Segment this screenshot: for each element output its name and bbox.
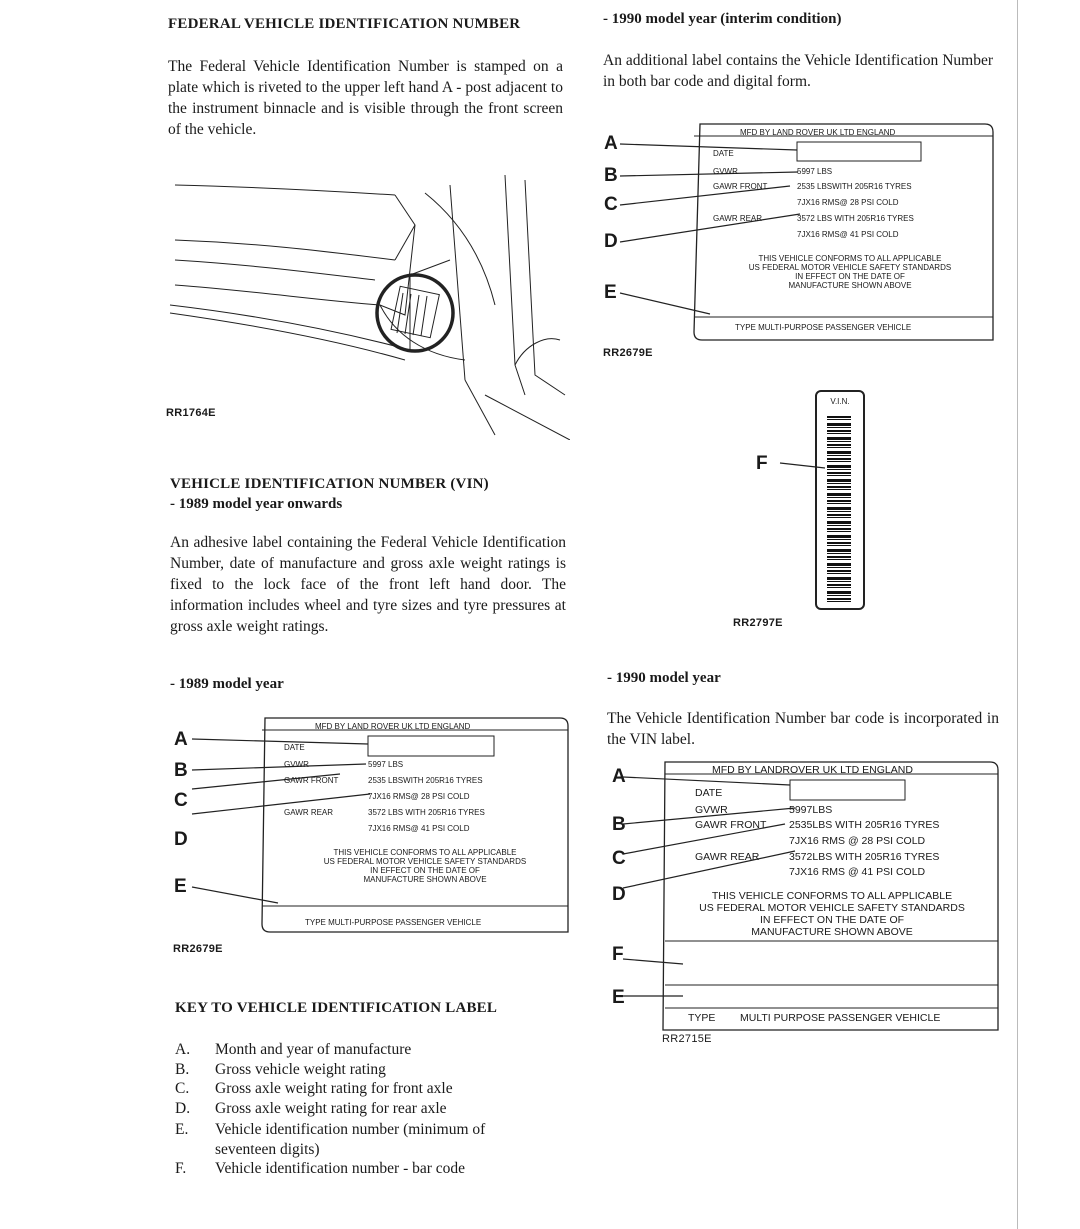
- l1990-front: GAWR FRONT: [695, 819, 767, 831]
- a-post-illustration: [165, 165, 570, 440]
- label-front-val2: 7JX16 RMS@ 28 PSI COLD: [368, 792, 470, 801]
- l1990-rear-val1: 3572LBS WITH 205R16 TYRES: [789, 851, 940, 863]
- callout-e-1989: E: [174, 876, 187, 897]
- fvin-title: FEDERAL VEHICLE IDENTIFICATION NUMBER: [168, 16, 521, 32]
- callout-c-1990: C: [612, 848, 626, 869]
- my1990-title: - 1990 model year: [607, 670, 721, 686]
- key-item: E. Vehicle identification number (minimum of: [175, 1121, 486, 1138]
- interim-body: An additional label contains the Vehicle Identification Number in both bar code and digital form.: [603, 52, 993, 90]
- callout-a-interim: A: [604, 133, 618, 154]
- l1990-type: TYPE: [688, 1012, 716, 1024]
- callout-b-1989: B: [174, 760, 188, 781]
- label-front: GAWR FRONT: [284, 776, 339, 785]
- label-gvwr-val: 5997 LBS: [368, 760, 404, 769]
- callout-e-1990: E: [612, 987, 625, 1008]
- fig4-caption: RR2797E: [733, 617, 783, 629]
- l1990-conform-2: US FEDERAL MOTOR VEHICLE SAFETY STANDARDS: [699, 902, 965, 914]
- label-conform-4: MANUFACTURE SHOWN ABOVE: [363, 875, 487, 884]
- interim-front-val1: 2535 LBSWITH 205R16 TYRES: [797, 182, 912, 191]
- key-item: B. Gross vehicle weight rating: [175, 1061, 386, 1078]
- barcode-vin-title: V.I.N.: [830, 397, 850, 406]
- interim-mfd: MFD BY LAND ROVER UK LTD ENGLAND: [740, 128, 896, 137]
- l1990-gvwr-val: 5997LBS: [789, 804, 833, 816]
- interim-gvwr-val: 5997 LBS: [797, 167, 833, 176]
- barcode-label: [815, 390, 865, 610]
- callout-a-1989: A: [174, 729, 188, 750]
- label-rear-val1: 3572 LBS WITH 205R16 TYRES: [368, 808, 485, 817]
- barcode-bars: [827, 416, 851, 602]
- label-gvwr: GVWR: [284, 760, 309, 769]
- fig5-caption: RR2715E: [662, 1033, 712, 1045]
- callout-f-1990: F: [612, 944, 624, 965]
- vin-body: An adhesive label containing the Federal Vehicle Identification Number, date of manufacture and gross axle weight ratings is fixed to the lock face of the front left hand door. The information includes wheel and tyre sizes and tyre pressures at gross axle weight ratings.: [170, 534, 566, 635]
- callout-d-interim: D: [604, 231, 618, 252]
- callout-a-1990: A: [612, 766, 626, 787]
- l1990-rear: GAWR REAR: [695, 851, 760, 863]
- key-item: F. Vehicle identification number - bar code: [175, 1160, 466, 1177]
- interim-front: GAWR FRONT: [713, 182, 768, 191]
- fvin-body: The Federal Vehicle Identification Number is stamped on a plate which is riveted to the upper left hand A - post adjacent to the instrument binnacle and is visible through the front screen of the vehicle.: [168, 58, 563, 138]
- l1990-gvwr: GVWR: [695, 804, 728, 816]
- label-front-val1: 2535 LBSWITH 205R16 TYRES: [368, 776, 483, 785]
- l1990-front-val2: 7JX16 RMS @ 28 PSI COLD: [789, 835, 926, 847]
- label-mfd: MFD BY LAND ROVER UK LTD ENGLAND: [315, 722, 471, 731]
- key-item: C. Gross axle weight rating for front axle: [175, 1080, 453, 1097]
- page-edge: [1017, 0, 1080, 1229]
- interim-rear-val2: 7JX16 RMS@ 41 PSI COLD: [797, 230, 899, 239]
- fig2-caption: RR2679E: [173, 943, 223, 955]
- interim-title: - 1990 model year (interim condition): [603, 11, 842, 27]
- interim-type: TYPE MULTI-PURPOSE PASSENGER VEHICLE: [735, 323, 912, 332]
- interim-conform-4: MANUFACTURE SHOWN ABOVE: [788, 281, 912, 290]
- interim-conform: [720, 254, 980, 290]
- l1990-conform-3: IN EFFECT ON THE DATE OF: [759, 914, 905, 926]
- label-rear-val2: 7JX16 RMS@ 41 PSI COLD: [368, 824, 470, 833]
- label-conform-2: US FEDERAL MOTOR VEHICLE SAFETY STANDARDS: [323, 857, 527, 866]
- callout-d-1990: D: [612, 884, 626, 905]
- l1990-type-val: MULTI PURPOSE PASSENGER VEHICLE: [740, 1012, 941, 1024]
- interim-date: DATE: [713, 149, 734, 158]
- l1990-front-val1: 2535LBS WITH 205R16 TYRES: [789, 819, 940, 831]
- l1990-mfd: MFD BY LANDROVER UK LTD ENGLAND: [712, 764, 913, 776]
- l1990-rear-val2: 7JX16 RMS @ 41 PSI COLD: [789, 866, 926, 878]
- interim-rear-val1: 3572 LBS WITH 205R16 TYRES: [797, 214, 914, 223]
- label-type: TYPE MULTI-PURPOSE PASSENGER VEHICLE: [305, 918, 482, 927]
- fig1-caption: RR1764E: [166, 407, 216, 419]
- label-rear: GAWR REAR: [284, 808, 334, 817]
- interim-rear: GAWR REAR: [713, 214, 763, 223]
- my1989-title: - 1989 model year: [170, 676, 284, 692]
- interim-conform-1: THIS VEHICLE CONFORMS TO ALL APPLICABLE: [758, 254, 942, 263]
- key-item: A. Month and year of manufacture: [175, 1041, 412, 1058]
- callout-b-interim: B: [604, 165, 618, 186]
- callout-c-interim: C: [604, 194, 618, 215]
- label-date: DATE: [284, 743, 305, 752]
- fig3-caption: RR2679E: [603, 347, 653, 359]
- callout-c-1989: C: [174, 790, 188, 811]
- l1990-conform: [672, 890, 992, 938]
- label-conform: [295, 848, 555, 884]
- callout-e-interim: E: [604, 282, 617, 303]
- key-item: seventeen digits): [215, 1141, 320, 1158]
- my1990-body: The Vehicle Identification Number bar code is incorporated in the VIN label.: [607, 710, 999, 748]
- label-conform-1: THIS VEHICLE CONFORMS TO ALL APPLICABLE: [333, 848, 517, 857]
- l1990-conform-1: THIS VEHICLE CONFORMS TO ALL APPLICABLE: [711, 890, 953, 902]
- callout-d-1989: D: [174, 829, 188, 850]
- interim-conform-3: IN EFFECT ON THE DATE OF: [795, 272, 905, 281]
- vin-title: VEHICLE IDENTIFICATION NUMBER (VIN): [170, 476, 489, 492]
- vin-subtitle: - 1989 model year onwards: [170, 496, 343, 512]
- interim-gvwr: GVWR: [713, 167, 738, 176]
- l1990-date: DATE: [695, 787, 723, 799]
- l1990-conform-4: MANUFACTURE SHOWN ABOVE: [751, 926, 913, 938]
- callout-f-barcode: F: [756, 453, 768, 474]
- callout-b-1990: B: [612, 814, 626, 835]
- key-item: D. Gross axle weight rating for rear axle: [175, 1100, 447, 1117]
- key-title: KEY TO VEHICLE IDENTIFICATION LABEL: [175, 1000, 498, 1016]
- label-conform-3: IN EFFECT ON THE DATE OF: [370, 866, 480, 875]
- interim-front-val2: 7JX16 RMS@ 28 PSI COLD: [797, 198, 899, 207]
- barcode-callout-line: [770, 455, 830, 475]
- interim-conform-2: US FEDERAL MOTOR VEHICLE SAFETY STANDARDS: [748, 263, 952, 272]
